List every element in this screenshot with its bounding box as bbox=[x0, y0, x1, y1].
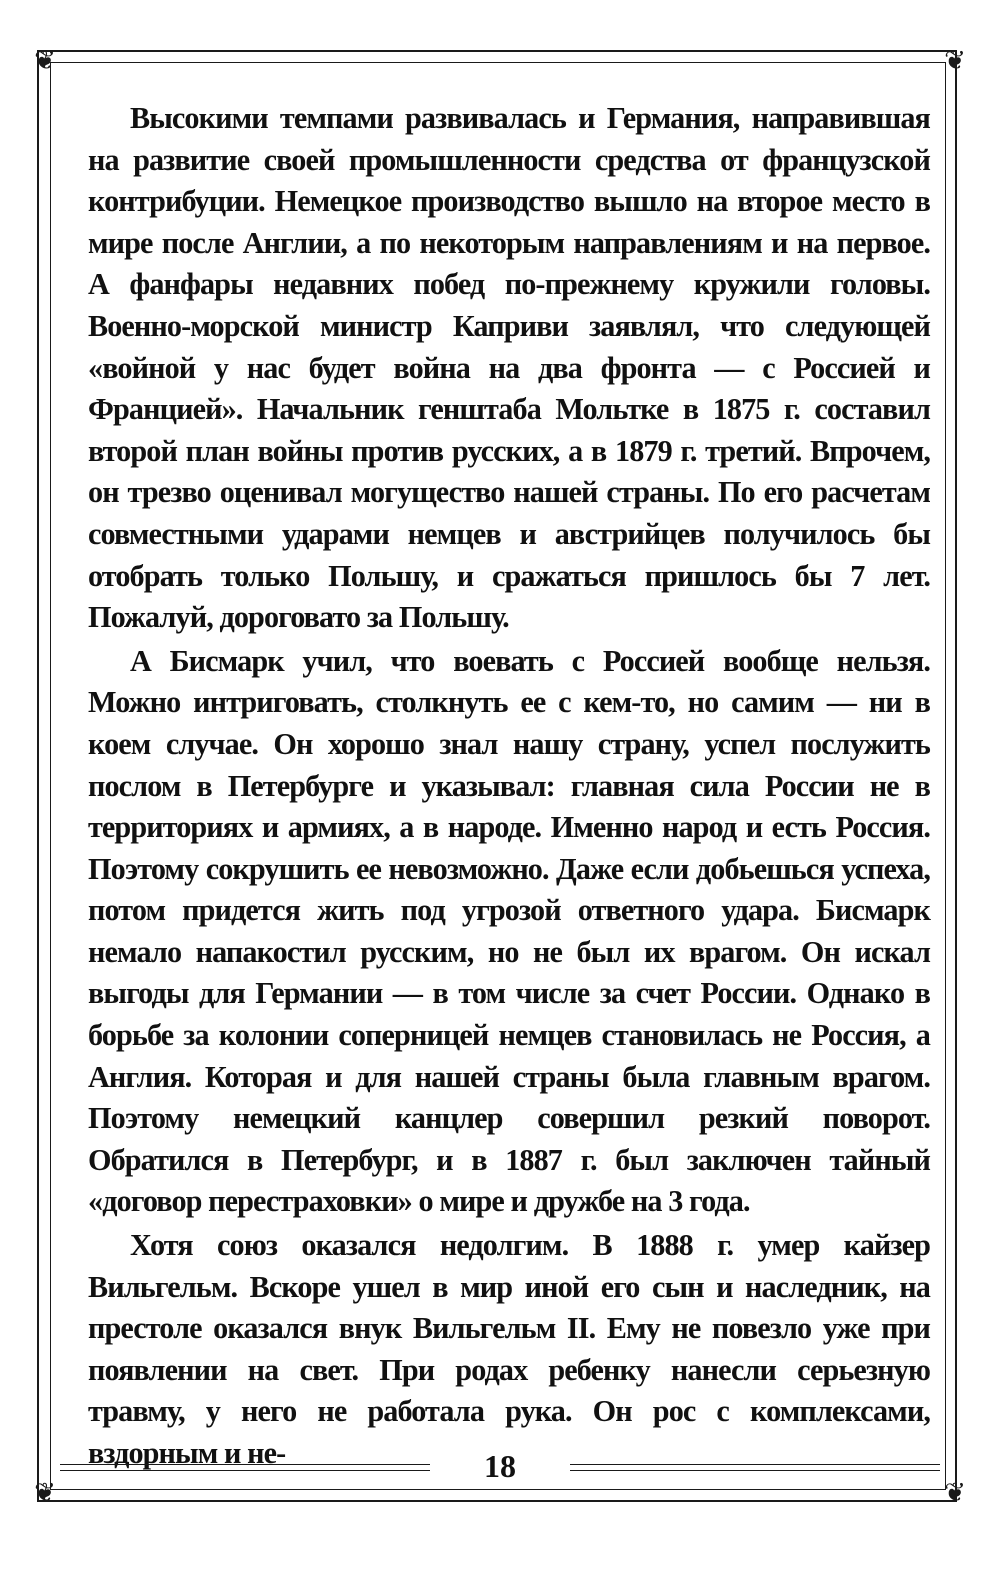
footer-rule-left bbox=[60, 1464, 430, 1471]
paragraph-3: Хотя союз оказался недолгим. В 1888 г. умер кайзер Вильгельм. Вскоре ушел в мир иной его сын и наследник, на престоле оказался внук Вильгельм II. Ему не повезло уже при появлении на свет. При родах ребенку нанесли серьезную травму, у него не работала рука. Он рос с комплексами, вздорным и не- bbox=[88, 1228, 930, 1470]
page-body-text bbox=[88, 98, 930, 1475]
paragraph-1: Высокими темпами развивалась и Германия, направившая на развитие своей промышленности средства от французской контрибуции. Немецкое производство вышло на второе место в мире после Англии, а по некоторым направлениям и на первое. А фанфары недавних побед по-прежнему кружили головы. Военно-морской министр Каприви заявлял, что следующей «войной у нас будет война на два фронта — с Россией и Францией». Начальник генштаба Мольтке в 1875 г. составил второй план войны против русских, а в 1879 г. третий. Впрочем, он трезво оценивал могущество нашей страны. По его расчетам совместными ударами немцев и австрийцев получилось бы отобрать только Польшу, и сражаться пришлось бы 7 лет. Пожалуй, дороговато за Польшу. bbox=[88, 101, 930, 635]
corner-flourish-icon: ❦ bbox=[34, 46, 56, 76]
corner-flourish-icon: ❦ bbox=[34, 1478, 56, 1508]
footer-rule-right bbox=[570, 1464, 940, 1471]
page-footer bbox=[60, 1450, 940, 1490]
paragraph-2: А Бисмарк учил, что воевать с Россией вообще нельзя. Можно интриговать, столкнуть ее с кем-то, но самим — ни в коем случае. Он хорошо знал нашу страну, успел послужить послом в Петербурге и указывал: главная сила России не в территориях и армиях, а в народе. Именно народ и есть Россия. Поэтому сокрушить ее невозможно. Даже если добьешься успеха, потом придется жить под угрозой ответного удара. Бисмарк немало напакостил русским, но не был их врагом. Он искал выгоды для Германии — в том числе за счет России. Однако в борьбе за колонии соперницей немцев становилась не Россия, а Англия. Которая и для нашей страны была главным врагом. Поэтому немецкий канцлер совершил резкий поворот. Обратился в Петербург, и в 1887 г. был заключен тайный «договор перестраховки» о мире и дружбе на 3 года. bbox=[88, 643, 930, 1219]
corner-flourish-icon: ❦ bbox=[944, 46, 966, 76]
corner-flourish-icon: ❦ bbox=[944, 1478, 966, 1508]
page-number: 18 bbox=[484, 1448, 516, 1484]
